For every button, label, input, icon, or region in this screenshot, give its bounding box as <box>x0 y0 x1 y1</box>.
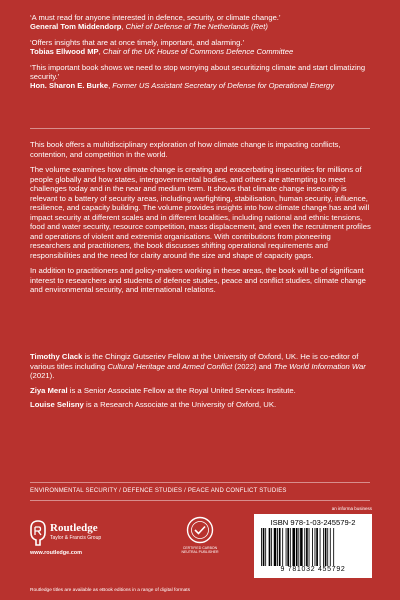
description-paragraph: The volume examines how climate change is creating and exacerbating insecurities for millions of people globally and how states, intergovernmental bodies, and others are attempting to meet challenges today and in the near and medium term. It shows that climate change insecurity is relevant to a battery of security areas, including warfighting, stabilisation, human security, influence, resilience, and capacity building. The volume provides insights into how climate change has and will impact security at different scales and in different localities, including national and ethnic tensions, food and water security, resource competition, mass displacement, and even the recruitment profiles and operations of violent and extremist organisations. With contributions from pioneering researchers and practitioners, the book discusses shifting operational requirements and responsibilities and the need for clarity around the size and shape of capacity gaps. <box>30 165 371 260</box>
editor-bios <box>30 352 372 415</box>
quote-role: Former US Assistant Secretary of Defense for Operational Energy <box>112 81 335 91</box>
editor-name: Louise Selisny <box>30 400 84 409</box>
quote-text: ‘This important book shows we need to stop worrying about securitizing climate and start climatizing security.’ <box>30 62 366 82</box>
quote-text: ‘A must read for anyone interested in defence, security, or climate change.’ <box>30 13 281 22</box>
endorsement-quote <box>30 13 380 32</box>
quote-author: General Tom Middendorp <box>30 22 122 32</box>
carbon-neutral-badge-icon <box>186 516 214 544</box>
endorsement-quote <box>30 38 380 57</box>
quote-attribution: Hon. Sharon E. Burke, Former US Assistant Secretary of Defense for Operational Energy <box>30 81 335 91</box>
bio-text: (2021). <box>30 371 55 380</box>
bio-text: is the Chingiz Gutseriev Fellow at the University of Oxford, UK. He is co-editor of various titles including <box>30 352 359 371</box>
routledge-logo-icon <box>30 520 46 546</box>
barcode-icon <box>260 528 366 566</box>
editor-bio-selisny <box>30 400 372 410</box>
publisher-block <box>30 520 150 556</box>
barcode-block <box>254 506 372 578</box>
editor-name: Ziya Meral <box>30 385 68 395</box>
informa-label: an informa business <box>331 506 372 511</box>
endorsements <box>30 13 380 97</box>
quote-author: Tobias Ellwood MP <box>30 47 99 57</box>
divider <box>30 128 370 129</box>
publisher-group: Taylor & Francis Group <box>50 535 102 541</box>
description-paragraph: This book offers a multidisciplinary exploration of how climate change is impacting conflicts, contention, and competition in the world. <box>30 140 341 159</box>
editor-bio-meral <box>30 386 372 396</box>
quote-text: ‘Offers insights that are at once timely, important, and alarming.’ <box>30 37 245 47</box>
bio-text: is a Senior Associate Fellow at the Royal United Services Institute. <box>67 385 296 395</box>
barcode-digits: 9 781032 455792 <box>280 566 346 573</box>
quote-attribution: Tobias Ellwood MP, Chair of the UK House of Commons Defence Committee <box>30 47 294 57</box>
carbon-neutral-label: CERTIFIED CARBON NEUTRAL PUBLISHER <box>181 546 219 554</box>
quote-role: Chief of Defense of The Netherlands (Ret) <box>125 22 268 32</box>
book-title: Cultural Heritage and Armed Conflict <box>107 361 233 371</box>
book-title: The World Information War <box>273 361 366 371</box>
subject-categories: ENVIRONMENTAL SECURITY / DEFENCE STUDIES / PEACE AND CONFLICT STUDIES <box>30 488 287 494</box>
description-paragraph: In addition to practitioners and policy-makers working in these areas, the book will be of significant interest to researchers and students of defence studies, peace and conflict studies, climate change and environmental security, and international relations. <box>30 266 366 294</box>
isbn-label: ISBN 978-1-03-245579-2 <box>270 518 356 527</box>
divider <box>30 482 370 483</box>
endorsement-quote <box>30 63 380 91</box>
book-description <box>30 140 372 301</box>
publisher-name: Routledge <box>50 522 98 534</box>
editor-name: Timothy Clack <box>30 352 83 361</box>
publisher-url: www.routledge.com <box>30 550 83 556</box>
quote-attribution: General Tom Middendorp, Chief of Defense of The Netherlands (Ret) <box>30 22 268 32</box>
bio-text: (2022) and <box>232 361 274 371</box>
quote-author: Hon. Sharon E. Burke <box>30 81 109 91</box>
ebook-note: Routledge titles are available as eBook editions in a range of digital formats <box>30 588 190 593</box>
bio-text: is a Research Associate at the University of Oxford, UK. <box>83 400 277 409</box>
divider <box>30 500 370 501</box>
quote-role: Chair of the UK House of Commons Defence Committee <box>102 47 294 57</box>
editor-bio-clack <box>30 352 372 381</box>
